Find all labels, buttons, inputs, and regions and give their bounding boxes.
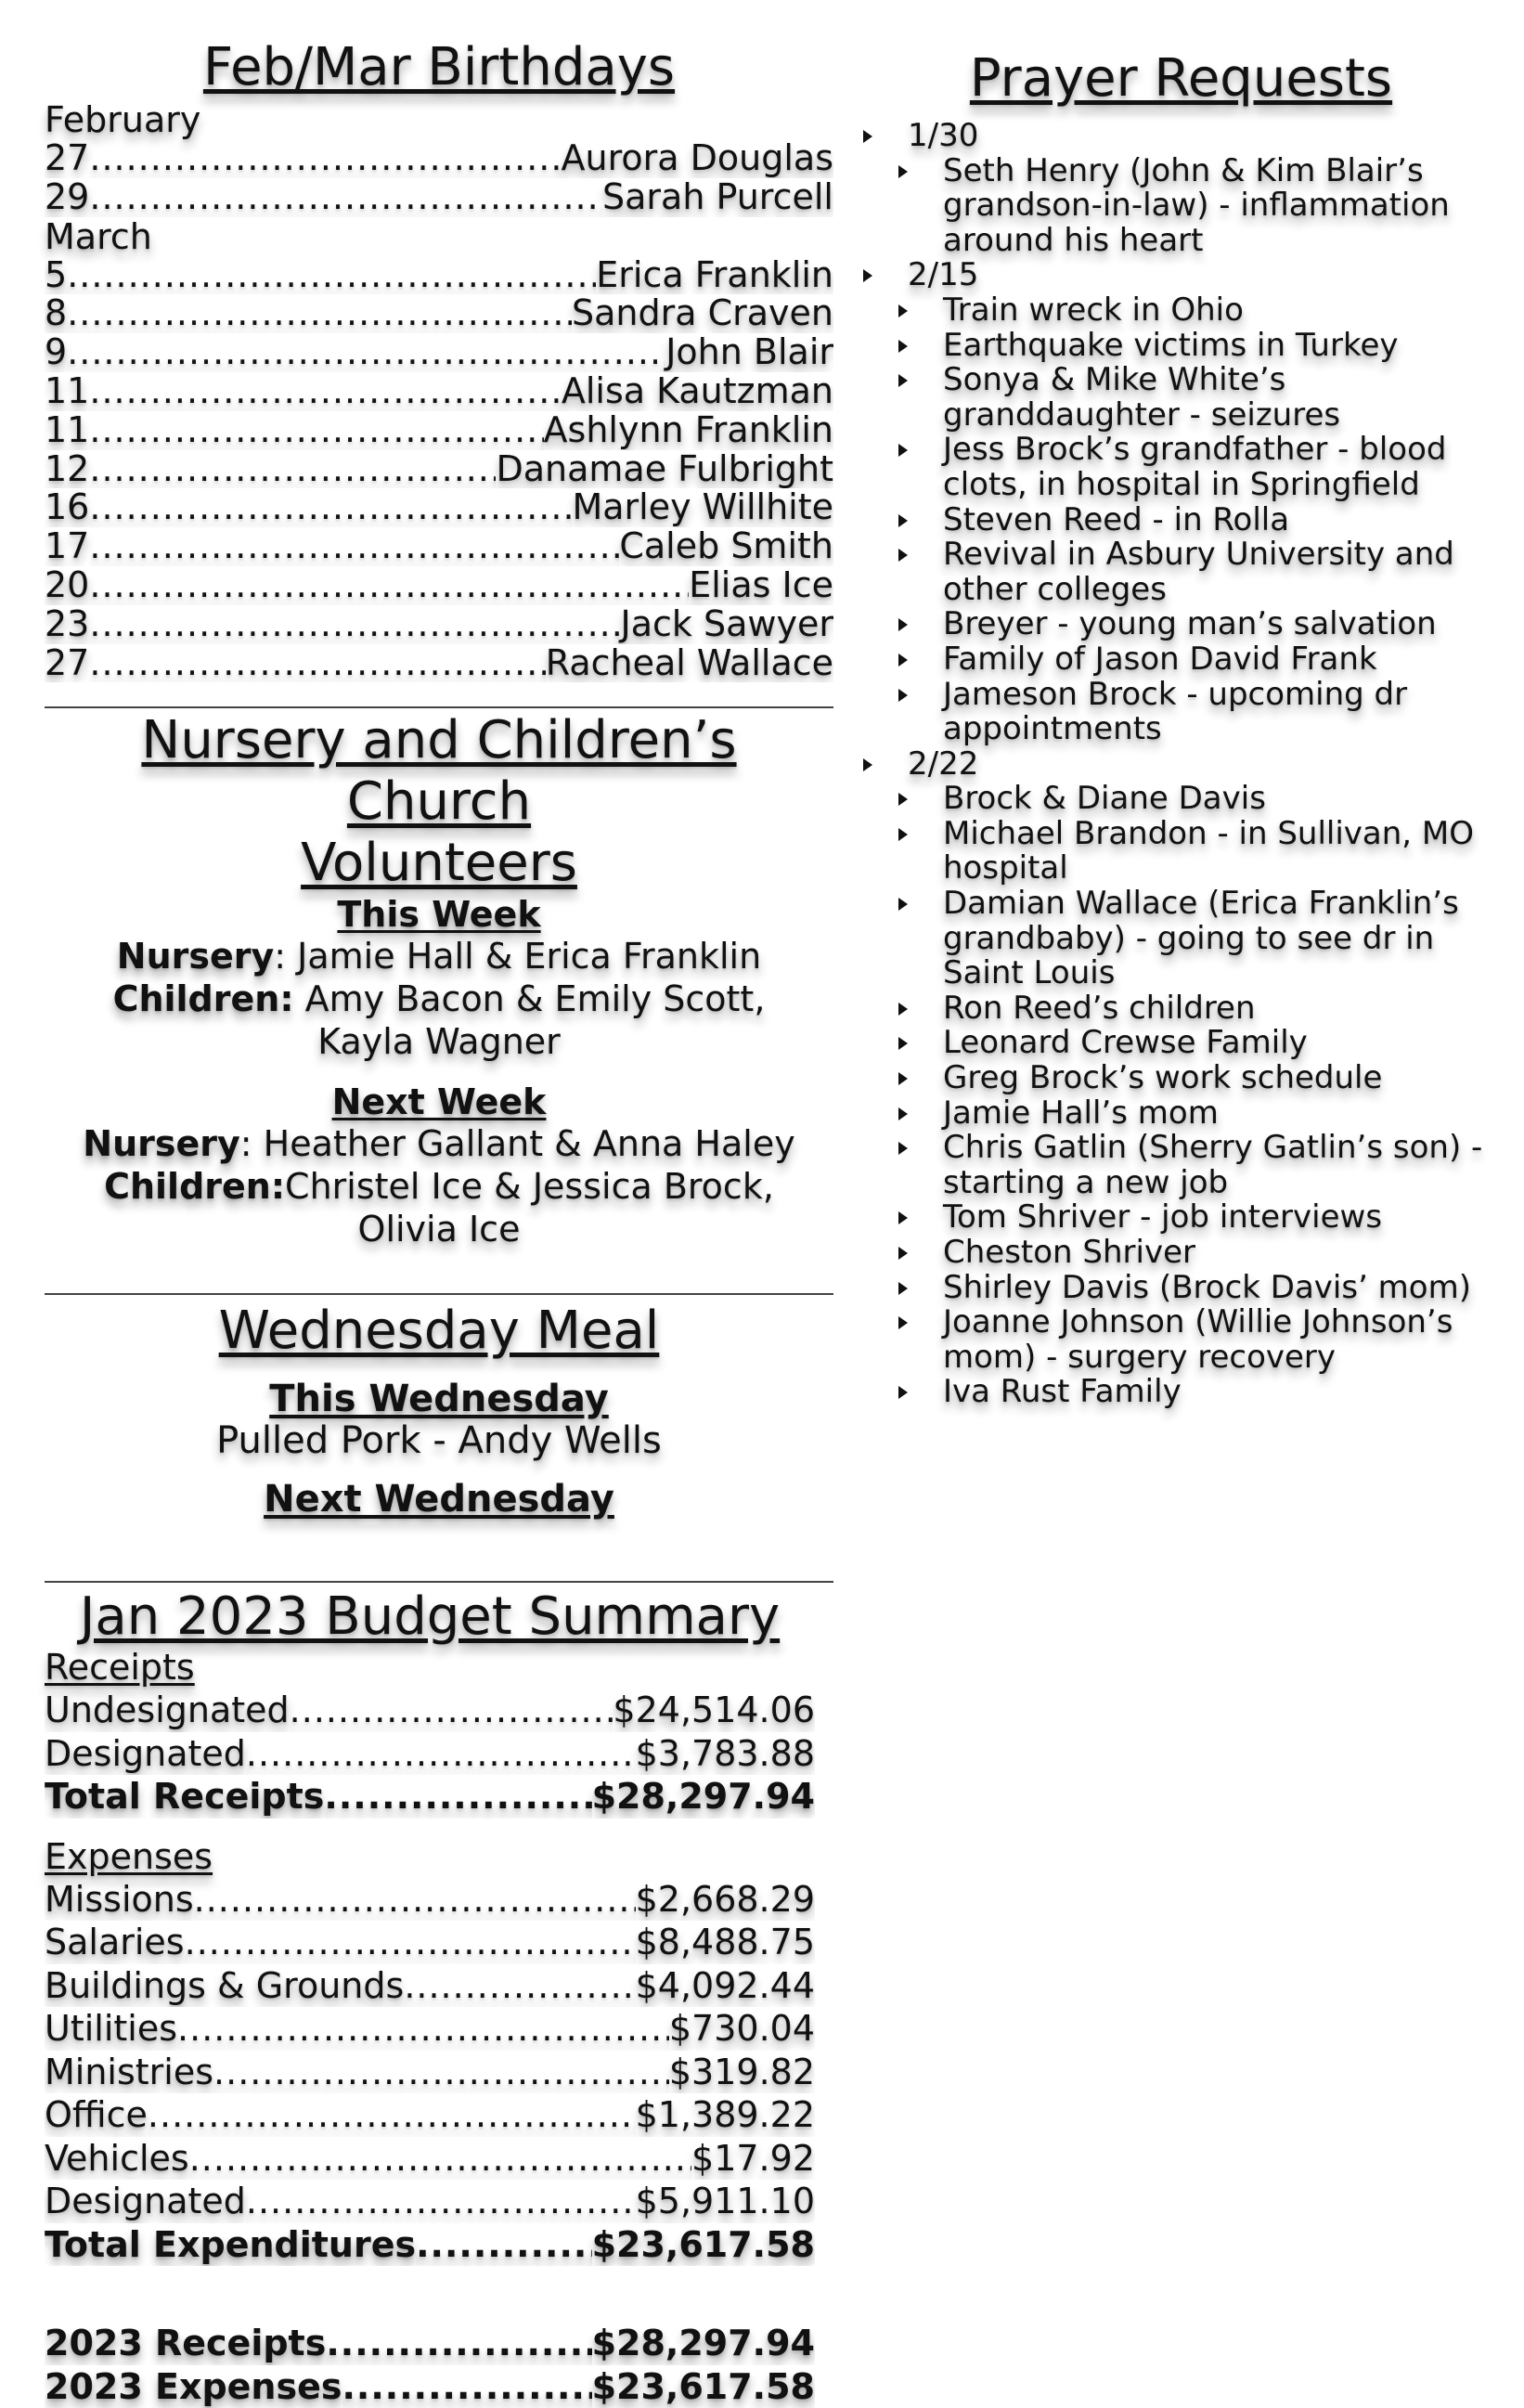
row-label: 2023 Expenses [45, 2365, 342, 2407]
divider [45, 1581, 833, 1583]
budget-section [45, 1588, 833, 2408]
prayer-request-item [854, 1061, 1508, 1096]
row-label: 8 [45, 294, 68, 334]
triangle-bullet-icon [863, 269, 872, 282]
row-leader [67, 294, 572, 333]
prayer-date-item [854, 744, 1508, 783]
row-label: Undesignated [45, 1689, 290, 1731]
row-label: 5 [45, 255, 68, 295]
next-week-nursery [45, 1122, 833, 1165]
row-label: Buildings & Grounds [45, 1964, 405, 2006]
prayer-request-item [854, 1375, 1508, 1410]
triangle-bullet-icon [898, 549, 908, 562]
expense-row [45, 1964, 815, 2008]
prayer-request-text: Shirley Davis (Brock Davis’ mom) [943, 1268, 1471, 1306]
row-label: Total Receipts [45, 1776, 325, 1818]
birthday-row [45, 294, 833, 333]
row-label: Salaries [45, 1922, 185, 1963]
prayer-request-text: Jess Brock’s grandfather - blood clots, in hospital in Springfield [943, 431, 1447, 503]
row-value: $1,389.22 [635, 2094, 815, 2136]
prayer-request-item [854, 500, 1508, 538]
triangle-bullet-icon [898, 514, 908, 527]
triangle-bullet-icon [898, 1003, 908, 1016]
triangle-bullet-icon [898, 165, 908, 178]
next-week-label: Next Week [331, 1081, 547, 1123]
row-value: Elias Ice [689, 565, 833, 605]
prayer-request-item [854, 1131, 1508, 1200]
volunteers-section [45, 710, 833, 1250]
row-leader [89, 527, 619, 566]
prayer-request-text: Leonard Crewse Family [943, 1024, 1308, 1062]
row-leader [89, 411, 543, 450]
prayer-request-item [854, 537, 1508, 607]
this-week-label: This Week [337, 894, 541, 936]
row-leader [326, 2322, 591, 2365]
row-leader [213, 2051, 669, 2094]
birthdays-section [45, 37, 833, 682]
children-names: Amy Bacon & Emily Scott, Kayla Wagner [293, 978, 766, 1063]
row-value: Alisa Kautzman [561, 371, 833, 411]
prayer-request-text: Tom Shriver - job interviews [943, 1198, 1383, 1236]
total-receipts-row [45, 1775, 815, 1819]
prayer-request-item [854, 1096, 1508, 1132]
prayer-date: 1/30 [908, 117, 979, 154]
row-label: Designated [45, 2181, 246, 2222]
row-value: $4,092.44 [635, 1964, 815, 2006]
row-value: Ashlynn Franklin [543, 410, 833, 450]
row-leader [89, 372, 562, 411]
triangle-bullet-icon [898, 1386, 908, 1399]
prayer-request-item [854, 814, 1508, 887]
row-leader [342, 2365, 592, 2408]
right-column [854, 48, 1508, 1410]
expense-row [45, 2051, 815, 2094]
prayer-request-item [854, 1200, 1508, 1236]
triangle-bullet-icon [898, 444, 908, 457]
triangle-bullet-icon [863, 130, 872, 143]
expense-row [45, 2137, 815, 2181]
row-value: Jack Sawyer [620, 604, 833, 644]
triangle-bullet-icon [898, 1316, 908, 1329]
volunteers-title-line2: Volunteers [301, 833, 577, 894]
prayer-list [854, 119, 1508, 1410]
row-value: $3,783.88 [635, 1732, 815, 1774]
birthday-row [45, 256, 833, 295]
birthday-row [45, 139, 833, 178]
birthdays-title: Feb/Mar Birthdays [202, 37, 676, 97]
birthday-row [45, 450, 833, 489]
february-list [45, 139, 833, 217]
row-label: 29 [45, 177, 90, 217]
row-value: $24,514.06 [613, 1689, 815, 1731]
row-value: $28,297.94 [591, 1776, 815, 1818]
row-label: 11 [45, 371, 90, 411]
row-value: $23,617.58 [591, 2223, 815, 2265]
wednesday-meal-section [45, 1301, 833, 1520]
triangle-bullet-icon [898, 898, 908, 911]
row-label: 27 [45, 643, 90, 683]
prayer-request-item [854, 1236, 1508, 1271]
row-label: Office [45, 2094, 148, 2136]
triangle-bullet-icon [898, 1142, 908, 1155]
birthday-row [45, 178, 833, 217]
expense-row [45, 2007, 815, 2051]
year-expenses-row [45, 2365, 815, 2408]
triangle-bullet-icon [898, 828, 908, 841]
children-label: Children: [112, 978, 294, 1020]
nursery-label: Nursery [83, 1123, 240, 1165]
row-value: Caleb Smith [619, 527, 833, 566]
march-label: March [45, 215, 152, 257]
triangle-bullet-icon [898, 689, 908, 702]
row-value: Erica Franklin [596, 255, 833, 295]
prayer-request-text: Jamie Hall’s mom [943, 1094, 1219, 1132]
row-leader [324, 1775, 591, 1819]
prayer-request-text: Breyer - young man’s salvation [943, 605, 1437, 643]
prayer-request-text: Cheston Shriver [943, 1234, 1195, 1271]
row-value: $23,617.58 [591, 2365, 815, 2407]
prayer-request-item [854, 782, 1508, 817]
prayer-request-item [854, 433, 1508, 502]
total-expenditures-row [45, 2223, 815, 2267]
row-label: Utilities [45, 2008, 178, 2050]
budget-title: Jan 2023 Budget Summary [79, 1586, 781, 1648]
expense-row [45, 1878, 815, 1922]
prayer-date-item [854, 258, 1508, 293]
row-value: Racheal Wallace [545, 643, 833, 683]
row-label: 9 [45, 333, 68, 372]
row-leader [177, 2007, 669, 2051]
triangle-bullet-icon [898, 654, 908, 667]
triangle-bullet-icon [898, 1211, 908, 1224]
prayer-request-text: Joanne Johnson (Willie Johnson’s mom) - surgery recovery [943, 1303, 1453, 1376]
birthday-row [45, 372, 833, 411]
row-value: $28,297.94 [591, 2323, 815, 2364]
row-leader [89, 566, 689, 605]
prayer-request-item [854, 151, 1508, 259]
receipts-label: Receipts [45, 1647, 195, 1689]
birthday-row [45, 411, 833, 450]
birthday-row [45, 333, 833, 372]
receipt-row [45, 1689, 815, 1732]
birthday-row [45, 644, 833, 683]
row-value: Danamae Fulbright [496, 449, 833, 489]
nursery-label: Nursery [116, 936, 275, 977]
prayer-request-text: Train wreck in Ohio [943, 291, 1244, 329]
row-leader [89, 605, 620, 644]
prayer-title: Prayer Requests [969, 48, 1393, 109]
receipts-list [45, 1689, 815, 1775]
prayer-request-text: Brock & Diane Davis [943, 780, 1266, 818]
expense-row [45, 2180, 815, 2223]
february-label: February [45, 99, 201, 140]
row-label: Missions [45, 1878, 194, 1920]
triangle-bullet-icon [863, 758, 872, 771]
divider [45, 706, 833, 708]
this-wednesday-meal: Pulled Pork - Andy Wells [216, 1419, 662, 1463]
row-leader [89, 488, 572, 527]
triangle-bullet-icon [898, 1282, 908, 1295]
prayer-request-item [854, 1026, 1508, 1061]
row-value: Aurora Douglas [561, 139, 833, 178]
birthday-row [45, 566, 833, 605]
birthday-row [45, 488, 833, 527]
row-label: Ministries [45, 2051, 214, 2092]
row-leader [89, 644, 545, 683]
row-label: 23 [45, 604, 90, 644]
prayer-request-text: Damian Wallace (Erica Franklin’s grandbaby) - going to see dr in Saint Louis [943, 885, 1459, 992]
row-value: Sandra Craven [572, 294, 833, 334]
children-label: Children: [104, 1166, 286, 1208]
prayer-request-text: Jameson Brock - upcoming dr appointments [943, 675, 1408, 748]
row-label: Total Expenditures [45, 2223, 417, 2265]
row-leader [67, 256, 596, 295]
expense-row [45, 1921, 815, 1964]
prayer-date: 2/15 [908, 256, 979, 294]
row-leader [246, 1732, 636, 1776]
row-label: 12 [45, 449, 90, 489]
row-leader [89, 139, 561, 178]
row-value: $8,488.75 [635, 1922, 815, 1963]
divider [45, 1293, 833, 1295]
expenses-list [45, 1878, 815, 2223]
row-label: 27 [45, 139, 90, 178]
prayer-request-item [854, 363, 1508, 433]
birthday-row [45, 527, 833, 566]
nursery-names: : Heather Gallant & Anna Haley [239, 1123, 795, 1165]
row-leader [404, 1964, 635, 2008]
row-leader [148, 2093, 636, 2137]
next-wednesday-label: Next Wednesday [264, 1478, 614, 1521]
left-column [45, 37, 833, 2408]
prayer-request-item [854, 1268, 1508, 1306]
triangle-bullet-icon [898, 374, 908, 387]
prayer-request-text: Michael Brandon - in Sullivan, MO hospital [943, 814, 1475, 887]
row-value: $319.82 [668, 2051, 815, 2092]
row-label: Vehicles [45, 2137, 189, 2179]
row-leader [67, 333, 665, 372]
row-leader [89, 178, 602, 217]
this-week-nursery [45, 935, 833, 977]
prayer-request-item [854, 887, 1508, 991]
nursery-names: : Jamie Hall & Erica Franklin [274, 936, 762, 977]
row-label: Designated [45, 1732, 246, 1774]
triangle-bullet-icon [898, 1107, 908, 1120]
triangle-bullet-icon [898, 1037, 908, 1050]
row-label: 16 [45, 488, 90, 528]
row-value: $730.04 [668, 2008, 815, 2050]
row-value: Sarah Purcell [602, 177, 833, 217]
triangle-bullet-icon [898, 1247, 908, 1260]
prayer-request-text: Earthquake victims in Turkey [943, 326, 1399, 364]
prayer-request-item [854, 293, 1508, 329]
row-leader [185, 1921, 636, 1964]
expenses-label: Expenses [45, 1835, 213, 1877]
prayer-request-text: Family of Jason David Frank [943, 640, 1377, 678]
row-leader [89, 450, 496, 489]
triangle-bullet-icon [898, 793, 908, 806]
prayer-date: 2/22 [908, 744, 979, 783]
prayer-request-text: Chris Gatlin (Sherry Gatlin’s son) - starting a new job [943, 1129, 1483, 1201]
prayer-request-item [854, 991, 1508, 1027]
prayer-request-item [854, 1305, 1508, 1375]
prayer-request-text: Revival in Asbury University and other colleges [943, 536, 1454, 608]
next-week-children [45, 1165, 833, 1250]
row-label: 20 [45, 565, 90, 605]
row-value: $5,911.10 [635, 2181, 815, 2222]
row-value: $2,668.29 [635, 1878, 815, 1920]
this-wednesday-label: This Wednesday [269, 1378, 609, 1421]
prayer-request-text: Iva Rust Family [943, 1373, 1182, 1411]
prayer-request-text: Greg Brock’s work schedule [943, 1059, 1383, 1097]
prayer-request-text: Sonya & Mike White’s granddaughter - seizures [943, 361, 1341, 434]
row-value: $17.92 [691, 2137, 815, 2179]
row-leader [290, 1689, 613, 1732]
triangle-bullet-icon [898, 340, 908, 353]
prayer-date-item [854, 119, 1508, 154]
triangle-bullet-icon [898, 1072, 908, 1085]
birthday-row [45, 605, 833, 644]
row-leader [194, 1878, 636, 1922]
children-names: Christel Ice & Jessica Brock, Olivia Ice [285, 1166, 774, 1250]
row-leader [246, 2180, 636, 2223]
this-week-children [45, 977, 833, 1063]
prayer-request-item [854, 642, 1508, 678]
receipt-row [45, 1732, 815, 1776]
row-value: Marley Willhite [572, 488, 833, 528]
row-value: John Blair [665, 333, 833, 372]
prayer-request-text: Seth Henry (John & Kim Blair’s grandson-in-law) - inflammation around his heart [943, 151, 1450, 259]
prayer-request-item [854, 675, 1508, 748]
row-leader [416, 2223, 591, 2267]
prayer-request-text: Ron Reed’s children [943, 989, 1256, 1027]
row-label: 17 [45, 527, 90, 566]
prayer-request-item [854, 607, 1508, 642]
prayer-request-text: Steven Reed - in Rolla [943, 500, 1290, 538]
expense-row [45, 2093, 815, 2137]
triangle-bullet-icon [898, 618, 908, 631]
year-receipts-row [45, 2322, 815, 2365]
meal-title: Wednesday Meal [218, 1301, 660, 1362]
prayer-request-item [854, 326, 1508, 364]
march-list [45, 256, 833, 683]
row-label: 2023 Receipts [45, 2323, 327, 2364]
volunteers-title-line1: Nursery and Children’s Church [141, 710, 737, 833]
row-label: 11 [45, 410, 90, 450]
triangle-bullet-icon [898, 304, 908, 317]
row-leader [189, 2137, 691, 2181]
